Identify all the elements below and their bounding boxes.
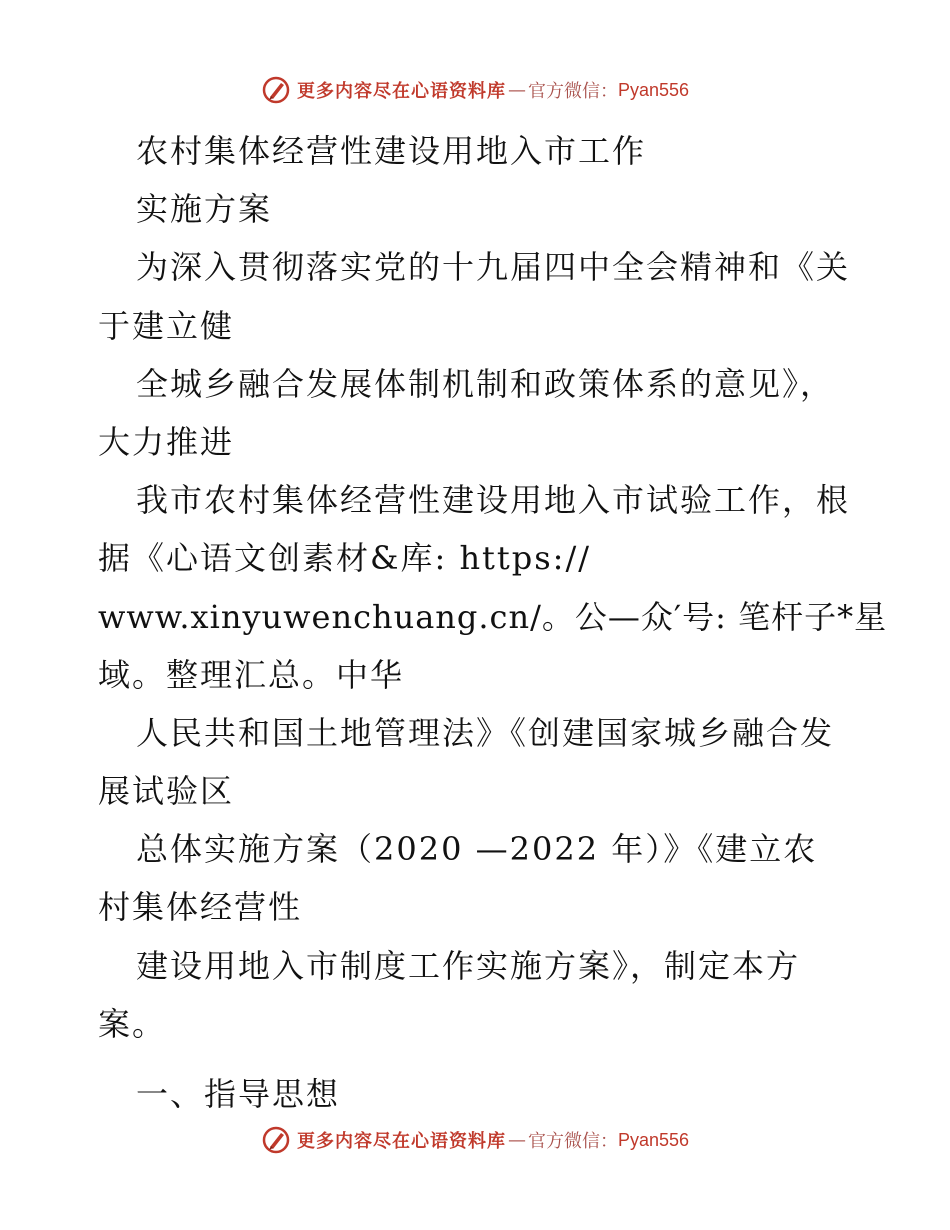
watermark-separator: — xyxy=(507,79,526,101)
watermark-wechat-id: Pyan556 xyxy=(617,79,690,100)
watermark-brand: 更多内容尽在心语资料库 xyxy=(296,81,506,102)
paragraph-3-line-3: www.xinyuwenchuang.cn/。公—众′号: 笔杆子*星 xyxy=(98,597,888,636)
watermark-label: 官方微信： xyxy=(527,81,618,102)
paragraph-2-line-2: 大力推进 xyxy=(98,422,235,461)
document-title-line-1: 农村集体经营性建设用地入市工作 xyxy=(136,132,647,170)
watermark-wechat-id: Pyan556 xyxy=(617,1129,690,1150)
paragraph-2-line-1: 全城乡融合发展体制机制和政策体系的意见》， xyxy=(136,364,835,403)
paragraph-3-line-1: 我市农村集体经营性建设用地入市试验工作，根 xyxy=(136,481,851,520)
watermark-brand: 更多内容尽在心语资料库 xyxy=(296,1131,506,1152)
paragraph-4-line-1: 人民共和国土地管理法》《创建国家城乡融合发 xyxy=(136,713,835,752)
paragraph-3-line-2: 据《心语文创素材&库: https:// xyxy=(98,539,592,578)
quill-pen-logo-icon xyxy=(261,1125,291,1155)
paragraph-4-line-2: 展试验区 xyxy=(98,772,235,811)
watermark-label: 官方微信： xyxy=(527,1131,618,1152)
paragraph-3-line-4: 域。整理汇总。中华 xyxy=(98,655,405,694)
section-gap xyxy=(98,1053,858,1065)
paragraph-1-line-1: 为深入贯彻落实党的十九届四中全会精神和《关 xyxy=(136,248,851,287)
section-1-heading: 一、指导思想 xyxy=(136,1075,341,1113)
document-body xyxy=(98,122,888,1123)
paragraph-5-line-1: 总体实施方案（2020 —2022 年）》《建立农 xyxy=(136,830,818,869)
header-watermark xyxy=(0,70,950,110)
watermark-separator: — xyxy=(507,1129,526,1151)
paragraph-5-line-2: 村集体经营性 xyxy=(98,888,303,927)
footer-watermark xyxy=(0,1120,950,1160)
quill-pen-logo-icon xyxy=(261,75,291,105)
paragraph-6-line-2: 案。 xyxy=(98,1004,167,1043)
paragraph-6-line-1: 建设用地入市制度工作实施方案》，制定本方 xyxy=(136,946,801,985)
document-title-line-2: 实施方案 xyxy=(136,190,273,229)
paragraph-1-line-2: 于建立健 xyxy=(98,306,235,345)
